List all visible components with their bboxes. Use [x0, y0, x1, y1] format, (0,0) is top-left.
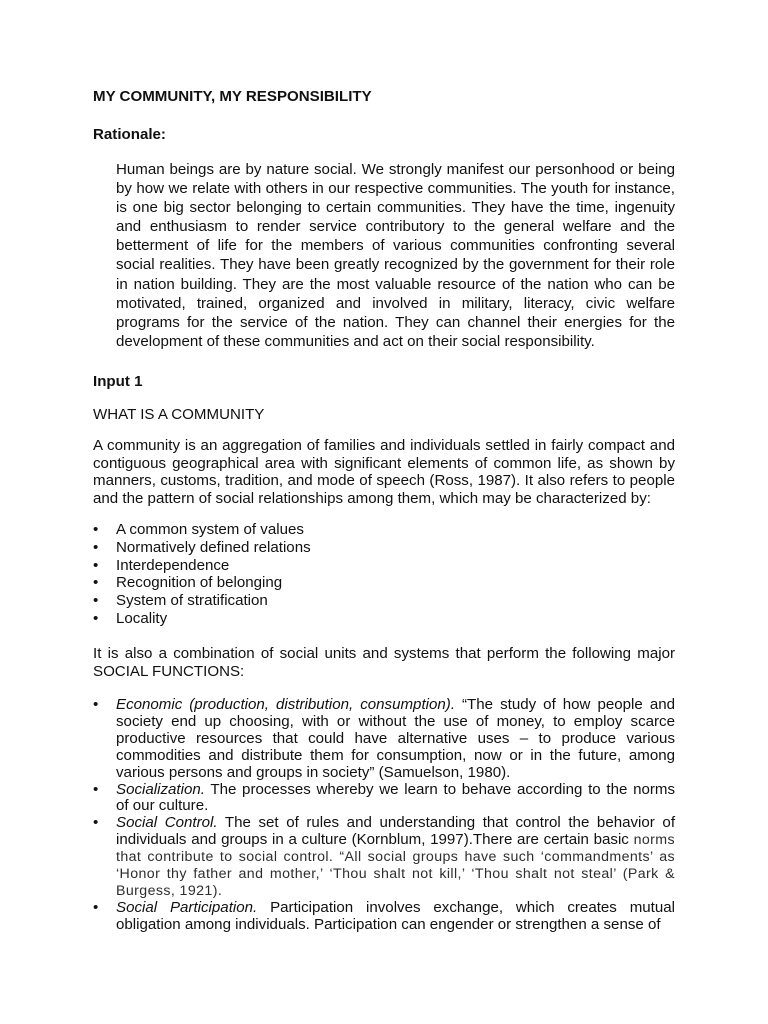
function-text: Participation involves exchange, which creates mutual obligation among individuals. Participation can engender or strengthen a sense of: [116, 898, 676, 933]
list-item-text: Locality: [116, 609, 168, 627]
list-item-text: System of stratification: [116, 592, 268, 610]
bullet-icon: •: [93, 898, 99, 916]
section-heading: WHAT IS A COMMUNITY: [93, 406, 265, 423]
function-text: The set of rules and understanding that control the behavior of individuals and groups in a culture (Kornblum, 1997).There are certain basic: [116, 814, 676, 849]
document-title: MY COMMUNITY, MY RESPONSIBILITY: [93, 88, 372, 105]
function-item-socialization: [93, 782, 675, 816]
list-item: [93, 592, 311, 610]
function-item-social-participation: [93, 900, 675, 934]
function-text: The processes whereby we learn to behave according to the norms of our culture.: [116, 780, 675, 815]
bullet-icon: •: [93, 538, 99, 556]
function-quote: norms that contribute to social control. “All social groups have such ‘commandments’ as ‘Honor thy father and mother,’ ‘Thou shalt not kill,’ ‘Thou shalt not steal’ (Park & Burgess, 1921).: [116, 832, 676, 899]
list-item: [93, 521, 311, 539]
function-term: Socialization.: [116, 780, 205, 798]
list-item: [93, 557, 311, 575]
list-item: [93, 574, 311, 592]
list-item-text: Interdependence: [116, 556, 230, 574]
functions-intro-paragraph: It is also a combination of social units and systems that perform the following major SOCIAL FUNCTIONS:: [93, 645, 675, 680]
bullet-icon: •: [93, 556, 99, 574]
characteristics-list: [93, 521, 311, 628]
function-item-economic: [93, 697, 675, 782]
list-item-text: Normatively defined relations: [116, 538, 311, 556]
bullet-icon: •: [93, 609, 99, 627]
bullet-icon: •: [93, 696, 99, 713]
rationale-paragraph: Human beings are by nature social. We strongly manifest our personhood or being by how we relate with others in our respective communities. The youth for instance, is one big sector belonging to certain communities. They have the time, ingenuity and enthusiasm to render service contributory to the general welfare and the betterment of life for the members of various communities confronting several social realities. They have been greatly recognized by the government for their role in nation building. They are the most valuable resource of the nation who can be motivated, trained, organized and involved in military, literacy, civic welfare programs for the service of the nation. They can channel their energies for the development of these communities and act on their social responsibility.: [116, 161, 675, 350]
bullet-icon: •: [93, 521, 99, 538]
bullet-icon: •: [93, 780, 99, 798]
function-text: “The study of how people and society end up choosing, with or without the use of money, to employ scarce productive resources that could have alternative uses – to produce various commodities and distribute them for consumption, now or in the future, among various persons and groups in society” (Samuelson, 1980).: [116, 696, 676, 781]
function-item-social-control: [93, 815, 675, 900]
function-term: Economic (production, distribution, consumption).: [116, 696, 456, 713]
function-term: Social Control.: [116, 814, 218, 832]
list-item: [93, 539, 311, 557]
bullet-icon: •: [93, 592, 99, 610]
bullet-icon: •: [93, 814, 99, 832]
input-heading: Input 1: [93, 373, 143, 390]
rationale-heading: Rationale:: [93, 126, 166, 143]
social-functions-list: [93, 697, 675, 934]
list-item-text: Recognition of belonging: [116, 574, 283, 592]
function-term: Social Participation.: [116, 898, 258, 916]
list-item: [93, 610, 311, 628]
definition-paragraph: A community is an aggregation of families and individuals settled in fairly compact and contiguous geographical area with significant elements of common life, as shown by manners, customs, tradition, and mode of speech (Ross, 1987). It also refers to people and the pattern of social relationships among them, which may be characterized by:: [93, 437, 675, 507]
list-item-text: A common system of values: [116, 521, 304, 538]
bullet-icon: •: [93, 574, 99, 592]
